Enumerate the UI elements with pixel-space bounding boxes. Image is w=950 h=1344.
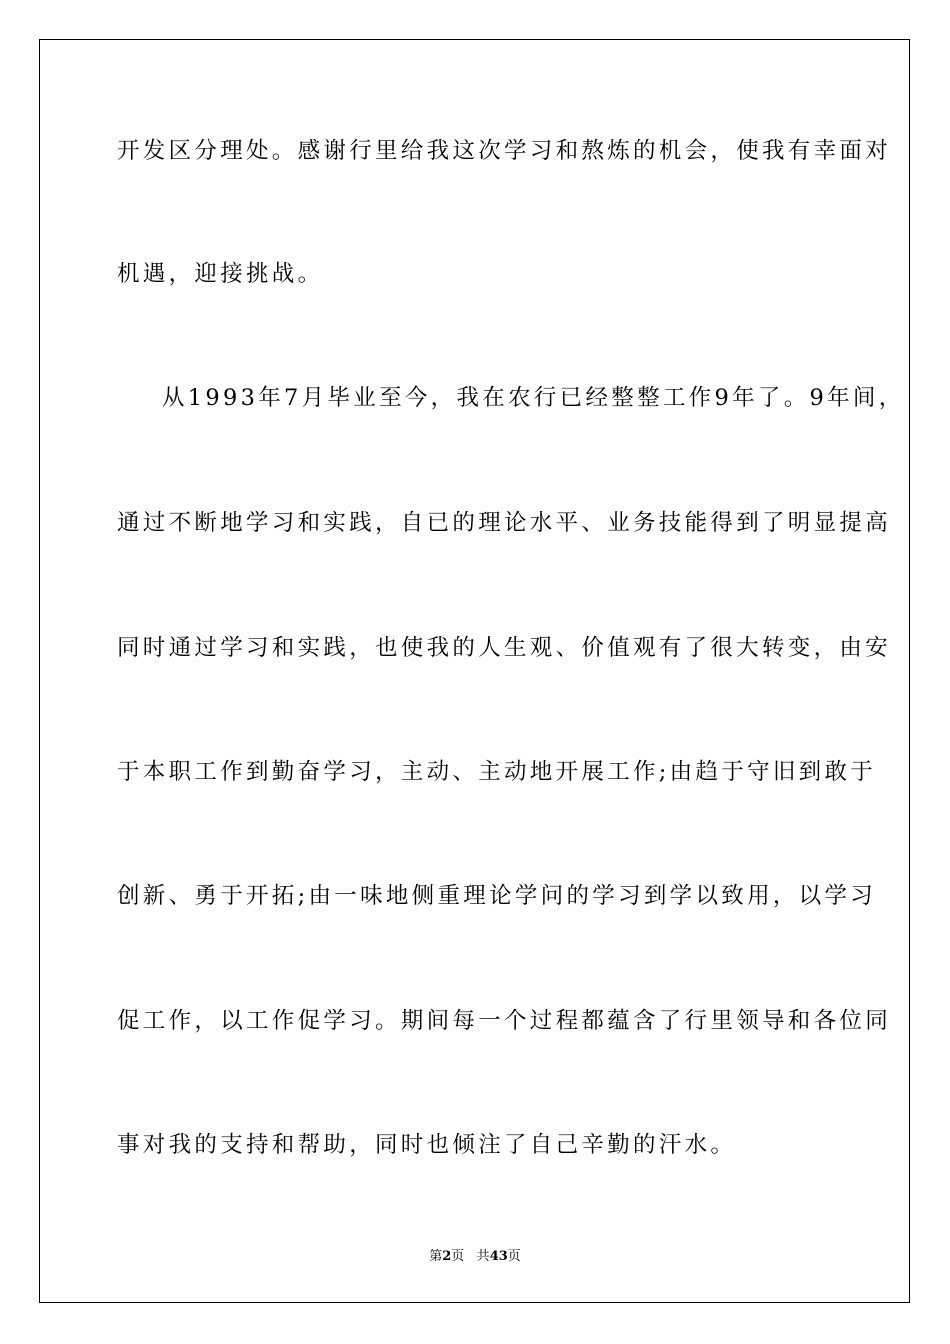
text-line-6: 于本职工作到勤奋学习，主动、主动地开展工作;由趋于守旧到敢于 <box>117 759 877 785</box>
text-line-3: 从1993年7月毕业至今，我在农行已经整整工作9年了。9年间， <box>162 385 905 411</box>
text-line-2: 机遇，迎接挑战。 <box>117 261 324 287</box>
footer-total-prefix: 共 <box>476 1249 490 1264</box>
page-border <box>39 39 910 1303</box>
text-line-1: 开发区分理处。感谢行里给我这次学习和熬炼的机会，使我有幸面对 <box>117 138 892 164</box>
page-footer <box>0 1248 950 1266</box>
footer-page-number: 2 <box>442 1249 452 1264</box>
text-line-8: 促工作，以工作促学习。期间每一个过程都蕴含了行里领导和各位同 <box>117 1008 892 1034</box>
footer-total-pages: 43 <box>489 1249 508 1264</box>
text-line-7: 创新、勇于开拓;由一味地侧重理论学问的学习到学以致用，以学习 <box>117 883 877 909</box>
footer-total-suffix: 页 <box>507 1249 521 1264</box>
text-line-4: 通过不断地学习和实践，自已的理论水平、业务技能得到了明显提高 <box>117 510 892 536</box>
footer-page-prefix: 第 <box>429 1249 443 1264</box>
footer-page-suffix: 页 <box>451 1249 465 1264</box>
text-line-5: 同时通过学习和实践，也使我的人生观、价值观有了很大转变，由安 <box>117 635 892 661</box>
text-line-9: 事对我的支持和帮助，同时也倾注了自己辛勤的汗水。 <box>117 1132 737 1158</box>
